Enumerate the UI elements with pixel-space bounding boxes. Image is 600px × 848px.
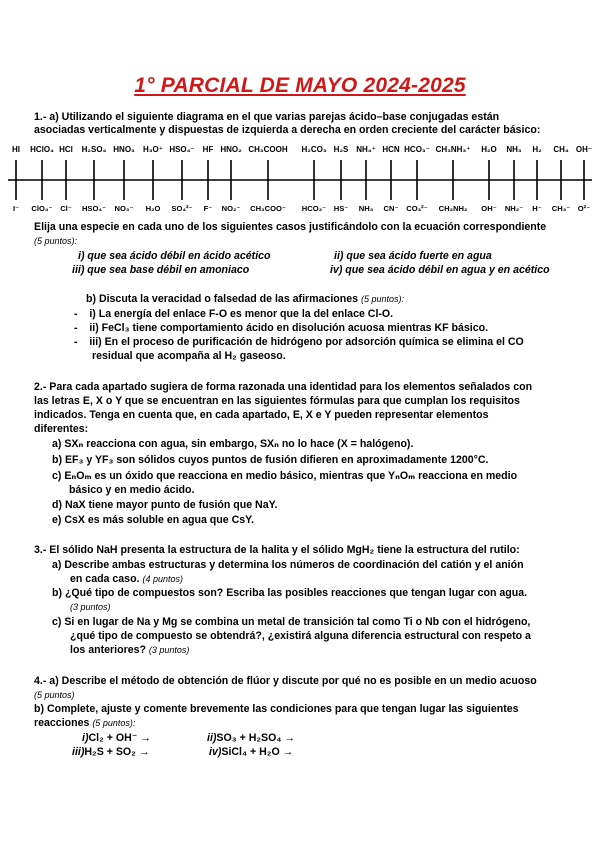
acid-label: HCl	[59, 145, 73, 154]
base-label: CH₃NH₂	[438, 204, 468, 213]
base-label: I⁻	[12, 204, 20, 213]
base-label: Cl⁻	[60, 204, 72, 213]
base-label: OH⁻	[481, 204, 497, 213]
acid-label: CH₄	[553, 145, 569, 154]
base-label: CN⁻	[383, 204, 399, 213]
q1-b-bullet-i: - i) La energía del enlace F-O es menor que la del enlace Cl-O.	[74, 308, 394, 320]
base-label: O²⁻	[577, 204, 591, 213]
q3-line-1: 3.- El sólido NaH presenta la estructura de la halita y el sólido MgH₂ tiene la estructura del rutilo:	[34, 544, 520, 556]
q2-item-c-cont: básico y en medio ácido.	[69, 484, 195, 496]
base-label: NH₂⁻	[504, 204, 524, 213]
q3-item-a: a) Describe ambas estructuras y determina los números de coordinación del catión y el anión	[52, 559, 524, 571]
base-label: SO₄²⁻	[171, 204, 193, 213]
q2-item-e: e) CsX es más soluble en agua que CsY.	[52, 514, 254, 526]
q2-line-1: 2.- Para cada apartado sugiera de forma razonada una identidad para los elementos señalados con	[34, 381, 533, 393]
acid-label: HCO₃⁻	[404, 145, 430, 154]
acid-label: H₂SO₄	[81, 145, 107, 154]
q3-item-b: b) ¿Qué tipo de compuestos son? Escriba las posibles reacciones que tengan lugar con agua.	[52, 587, 528, 599]
q2-line-2: las letras E, X o Y que se encuentran en las siguientes fórmulas para que cumplan los requisitos	[34, 395, 520, 407]
base-label: CH₃COO⁻	[250, 204, 286, 213]
q4-b-points: (5 puntos):	[92, 718, 136, 728]
base-label: CH₃⁻	[551, 204, 571, 213]
acid-label: HSO₄⁻	[169, 145, 195, 154]
q1-b-heading: b) Discuta la veracidad o falsedad de las afirmaciones (5 puntos):	[86, 293, 404, 305]
acid-label: H₂O	[481, 145, 497, 154]
q3-item-a-cont: en cada caso. (4 puntos)	[70, 573, 183, 585]
q3-item-c-cont-2: los anteriores? (3 puntos)	[70, 644, 190, 656]
base-label: HCO₃⁻	[301, 204, 327, 213]
q1-option-i: i) que sea ácido débil en ácido acético	[78, 250, 271, 262]
acid-label: CH₃NH₃⁺	[435, 145, 471, 154]
q2-item-c: c) EₙOₘ es un óxido que reacciona en medio básico, mientras que YₙOₘ reacciona en medio	[52, 470, 518, 482]
q3-item-c: c) Si en lugar de Na y Mg se combina un metal de transición tal como Ti o Nb con el hidrógeno,	[52, 616, 531, 628]
q2-item-b: b) EF₃ y YF₃ son sólidos cuyos puntos de fusión difieren en aproximadamente 1200°C.	[52, 454, 489, 466]
q2-item-d: d) NaX tiene mayor punto de fusión que NaY.	[52, 499, 278, 511]
q2-item-a: a) SXₙ reacciona con agua, sin embargo, SXₙ no lo hace (X = halógeno).	[52, 438, 414, 450]
base-label: ClO₄⁻	[31, 204, 53, 213]
base-label: NH₃	[358, 204, 374, 213]
acid-label: HClO₄	[30, 145, 54, 154]
acid-label: CH₃COOH	[248, 145, 288, 154]
q1-b-bullet-iii-cont: residual que acompaña al H₂ gaseoso.	[92, 350, 286, 362]
q1-b-bullet-iii: - iii) En el proceso de purificación de hidrógeno por adsorción química se elimina el CO	[74, 336, 524, 348]
q1-intro-line-2: asociadas verticalmente y dispuestas de izquierda a derecha en orden creciente del carácter básico:	[34, 124, 541, 136]
base-label: NO₂⁻	[221, 204, 241, 213]
base-label: HSO₄⁻	[81, 204, 107, 213]
acid-label: HNO₂	[220, 145, 242, 154]
base-label: H₂O	[145, 204, 161, 213]
acid-label: NH₄⁺	[356, 145, 376, 154]
q1-option-iii: iii) que sea base débil en amoniaco	[72, 264, 250, 276]
acid-label: H₃O⁺	[143, 145, 163, 154]
base-label: H⁻	[532, 204, 542, 213]
acid-label: HCN	[382, 145, 400, 154]
acid-label: H₂CO₃	[301, 145, 327, 154]
q4-a-points: (5 puntos)	[34, 690, 75, 700]
acid-label: OH⁻	[575, 145, 593, 154]
q2-line-3: indicados. Tenga en cuenta que, en cada apartado, E, X e Y pueden representar elementos	[34, 409, 489, 421]
base-label: NO₃⁻	[114, 204, 134, 213]
acid-label: H₂S	[333, 145, 349, 154]
base-label: CO₃²⁻	[406, 204, 428, 213]
base-label: F⁻	[203, 204, 213, 213]
q4-b-line: b) Complete, ajuste y comente brevemente las condiciones para que tengan lugar las siguientes	[34, 703, 519, 715]
acid-label: NH₃	[506, 145, 522, 154]
acid-label: HNO₃	[113, 145, 135, 154]
q3-c-points: (3 puntos)	[148, 645, 190, 655]
reaction-iv: iv)SiCl₄ + H₂O →	[209, 746, 294, 758]
q2-line-4: diferentes:	[34, 423, 89, 435]
q1-b-points: (5 puntos):	[360, 294, 404, 304]
acid-label: HI	[12, 145, 20, 154]
q1-choose-points: (5 puntos):	[34, 236, 78, 246]
q3-item-c-cont-1: ¿qué tipo de compuesto se obtendrá?, ¿existirá alguna diferencia estructural con respeto a	[70, 630, 531, 642]
base-label: HS⁻	[333, 204, 349, 213]
page-title: 1° PARCIAL DE MAYO 2024-2025	[134, 74, 466, 97]
q1-option-iv: iv) que sea ácido débil en agua y en acético	[330, 264, 550, 276]
reaction-iii: iii)H₂S + SO₂ →	[72, 746, 150, 758]
q3-b-points: (3 puntos)	[70, 602, 111, 612]
reaction-i: i)Cl₂ + OH⁻ →	[82, 732, 151, 744]
q1-b-bullet-ii: - ii) FeCl₃ tiene comportamiento ácido en disolución acuosa mientras KF básico.	[74, 322, 489, 334]
q1-choose-line: Elija una especie en cada uno de los siguientes casos justificándolo con la ecuación correspondiente	[34, 221, 547, 233]
q4-a-line: 4.- a) Describe el método de obtención de flúor y discute por qué no es posible en un medio acuoso	[34, 675, 537, 687]
q4-b-line-2: reacciones (5 puntos):	[34, 717, 136, 729]
q1-intro-line-1: 1.- a) Utilizando el siguiente diagrama en el que varias parejas ácido–base conjugadas están	[34, 111, 500, 123]
reaction-ii: ii)SO₃ + H₂SO₄ →	[207, 732, 295, 744]
acid-label: HF	[202, 145, 214, 154]
q3-a-points: (4 puntos)	[142, 574, 183, 584]
acid-label: H₂	[532, 145, 542, 154]
q1-option-ii: ii) que sea ácido fuerte en agua	[334, 250, 492, 262]
